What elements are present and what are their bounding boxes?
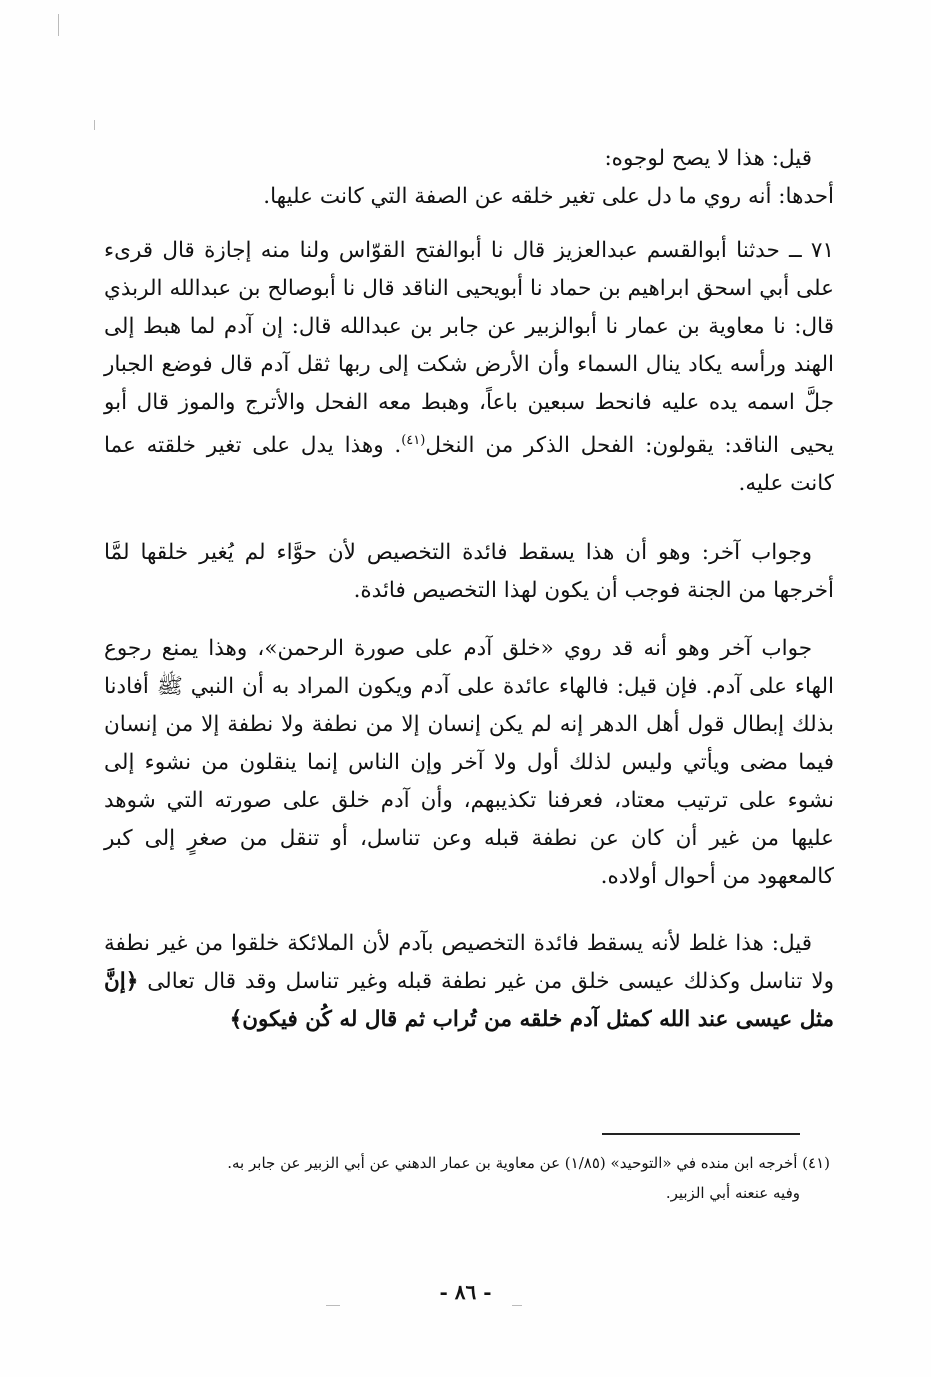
footnote-41-line-1: (٤١) أخرجه ابن منده في «التوحيد» (١/٨٥) عن معاوية بن عمار الدهني عن أبي الزبير عن جابر به. bbox=[227, 1154, 830, 1172]
footnote-divider bbox=[602, 1133, 800, 1135]
answer-1-text: وجواب آخر: وهو أن هذا يسقط فائدة التخصيص لأن حوَّاء لم يُغير خلقها لمَّا أخرجها من الجنة فوجب أن يكون لهذا التخصيص فائدة. bbox=[104, 540, 834, 603]
hadith-71-closing: . وهذا يدل على تغير خلقته عما كانت عليه. bbox=[104, 433, 834, 497]
page-number: - ٨٦ - bbox=[439, 1280, 492, 1304]
scan-speck bbox=[58, 14, 59, 36]
answer-2-text: جواب آخر وهو أنه قد روي «خلق آدم على صورة الرحمن»، وهذا يمنع رجوع الهاء على آدم. فإن قيل: فالهاء عائدة على آدم ويكون المراد به أن النبي ﷺ أفادنا بذلك إبطال قول أهل الدهر إنه لم يكن إنسان إلا من نطفة ولا نطفة إلا من إنسان فيما مضى ويأتي وليس لذلك أول ولا آخر وإن الناس إنما ينقلون من نشوء إلى نشوء على ترتيب معتاد، فعرفنا تكذيبهم، وأن آدم خلق على صورته التي شوهد عليها من غير أن كان عن نطفة قبله وعن تناسل، أو تنقل من صغرٍ إلى كبر كالمعهود من أحوال أولاده. bbox=[104, 636, 834, 889]
intro-line-2: أحدها: أنه روي ما دل على تغير خلقه عن الصفة التي كانت عليها. bbox=[263, 184, 834, 209]
footnote-reference: (٤١) bbox=[401, 433, 426, 448]
hadith-71-text: ٧١ ــ حدثنا أبوالقسم عبدالعزيز قال نا أبوالفتح القوّاس ولنا منه إجازة قال قرىء على أبي اسحق ابراهيم بن حماد نا أبويحيى الناقد قال نا أبوصالح بن عبدالله الربذي قال: نا معاوية بن عمار نا أبوالزبير عن جابر بن عبدالله قال: إن آدم لما هبط إلى الهند ورأسه يكاد ينال السماء وأن الأرض شكت إلى ربها ثقل آدم قال فوضع الجبار جلَّ اسمه يده عليه فانحط سبعين باعاً، وهبط معه الفحل والأترج والموز قال أبو يحيى الناقد: يقولون: الفحل الذكر من النخل bbox=[104, 238, 834, 459]
footnotes bbox=[100, 1148, 830, 1208]
scan-speck bbox=[94, 120, 95, 130]
hadith-71-paragraph bbox=[104, 232, 834, 503]
footnote-41-line-2: وفيه عنعنه أبي الزبير. bbox=[665, 1184, 800, 1202]
scan-speck bbox=[326, 1305, 340, 1306]
intro-line-1: قيل: هذا لا يصح لوجوه: bbox=[604, 146, 812, 171]
intro-paragraph bbox=[104, 140, 834, 216]
answer-2-paragraph bbox=[104, 630, 834, 896]
qil-text: قيل: هذا غلط لأنه يسقط فائدة التخصيص بآدم لأن الملائكة خلقوا من غير نطفة ولا تناسل وكذلك عيسى خلق من غير نطفة قبله وغير تناسل وقد قال تعالى bbox=[104, 931, 834, 994]
quran-verse: ﴿إنَّ مثل عيسى عند الله كمثل آدم خلقه من تُراب ثم قال له كُن فيكون﴾ bbox=[104, 969, 834, 1032]
answer-1-paragraph bbox=[104, 534, 834, 610]
scan-speck bbox=[512, 1305, 522, 1306]
qil-paragraph bbox=[104, 925, 834, 1039]
